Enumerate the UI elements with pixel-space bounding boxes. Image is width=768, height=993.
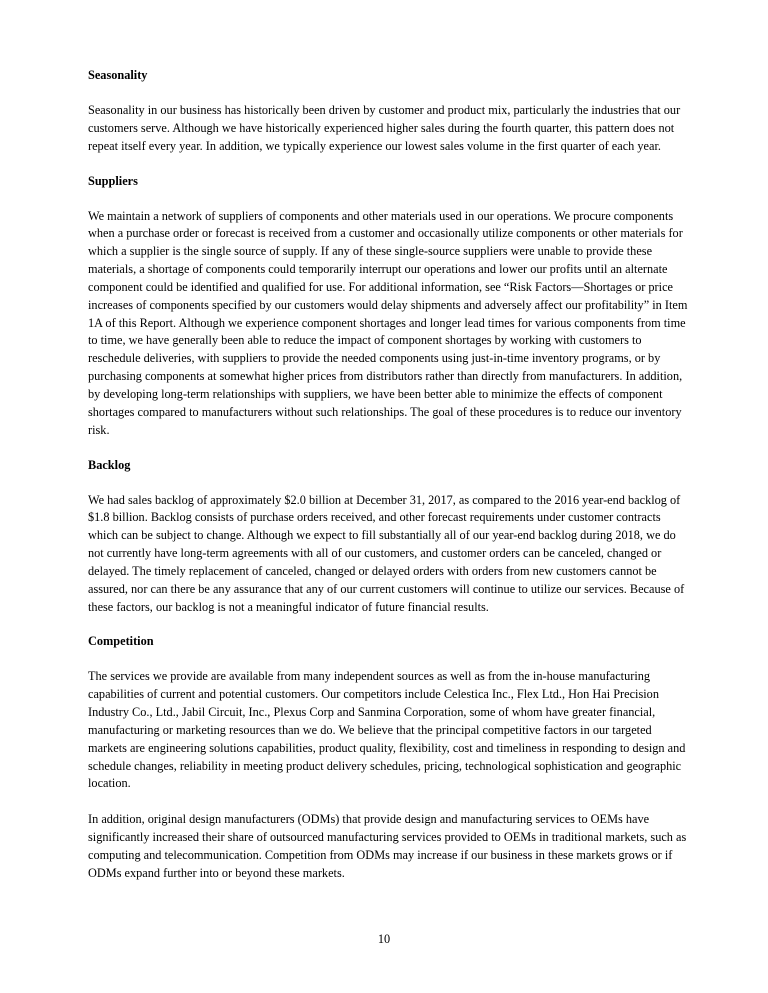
suppliers-paragraph: We maintain a network of suppliers of components and other materials used in our operations. We procure components when a purchase order or forecast is received from a customer and occasionally utilize components or other materials for which a supplier is the single source of supply. If any of these single-source suppliers were unable to provide these materials, a shortage of components could temporarily interrupt our operations and lower our profits until an alternate component could be identified and qualified for use. For additional information, see “Risk Factors—Shortages or price increases of components specified by our customers would delay shipments and adversely affect our profitability” in Item 1A of this Report. Although we experience component shortages and longer lead times for various components from time to time, we have generally been able to reduce the impact of component shortages by working with customers to reschedule deliveries, with suppliers to provide the needed components using just-in-time inventory programs, or by purchasing components at somewhat higher prices from distributors rather than directly from manufacturers. In addition, by developing long-term relationships with suppliers, we have been better able to minimize the effects of component shortages compared to manufacturers without such relationships. The goal of these procedures is to reduce our inventory risk. [88,208,688,437]
competition-heading: Competition [88,634,154,649]
document-page [88,66,688,883]
seasonality-heading: Seasonality [88,68,148,82]
backlog-heading: Backlog [88,457,131,472]
competition-paragraph-2: In addition, original design manufacturers (ODMs) that provide design and manufacturing services to OEMs have significantly increased their share of outsourced manufacturing services provided to OEMs in traditional markets, such as computing and telecommunication. Competition from ODMs may increase if our business in these markets grows or if ODMs expand further into or beyond these markets. [88,812,687,880]
suppliers-heading: Suppliers [88,173,138,188]
competition-paragraph-1: The services we provide are available from many independent sources as well as from the in-house manufacturing capabilities of current and potential customers. Our competitors include Celestica Inc., Flex Ltd., Hon Hai Precision Industry Co., Ltd., Jabil Circuit, Inc., Plexus Corp and Sanmina Corporation, some of whom have greater financial, manufacturing or marketing resources than we do. We believe that the principal competitive factors in our targeted markets are engineering solutions capabilities, product quality, flexibility, cost and timeliness in responding to design and schedule changes, reliability in meeting product delivery schedules, pricing, technological sophistication and geographic location. [88,669,686,791]
seasonality-paragraph: Seasonality in our business has historically been driven by customer and product mix, particularly the industries that our customers serve. Although we have historically experienced higher sales during the fourth quarter, this pattern does not repeat itself every year. In addition, we typically experience our lowest sales volume in the first quarter of each year. [88,103,681,153]
page-number: 10 [377,932,391,946]
backlog-paragraph: We had sales backlog of approximately $2.0 billion at December 31, 2017, as compared to the 2016 year-end backlog of $1.8 billion. Backlog consists of purchase orders received, and other forecast requirements under customer contracts which can be subject to change. Although we expect to fill substantially all of our year-end backlog during 2018, we do not currently have long-term agreements with all of our customers, and customer orders can be canceled, changed or delayed. The timely replacement of canceled, changed or delayed orders with orders from new customers cannot be assured, nor can there be any assurance that any of our current customers will continue to utilize our services. Because of these factors, our backlog is not a meaningful indicator of future financial results. [88,492,685,614]
